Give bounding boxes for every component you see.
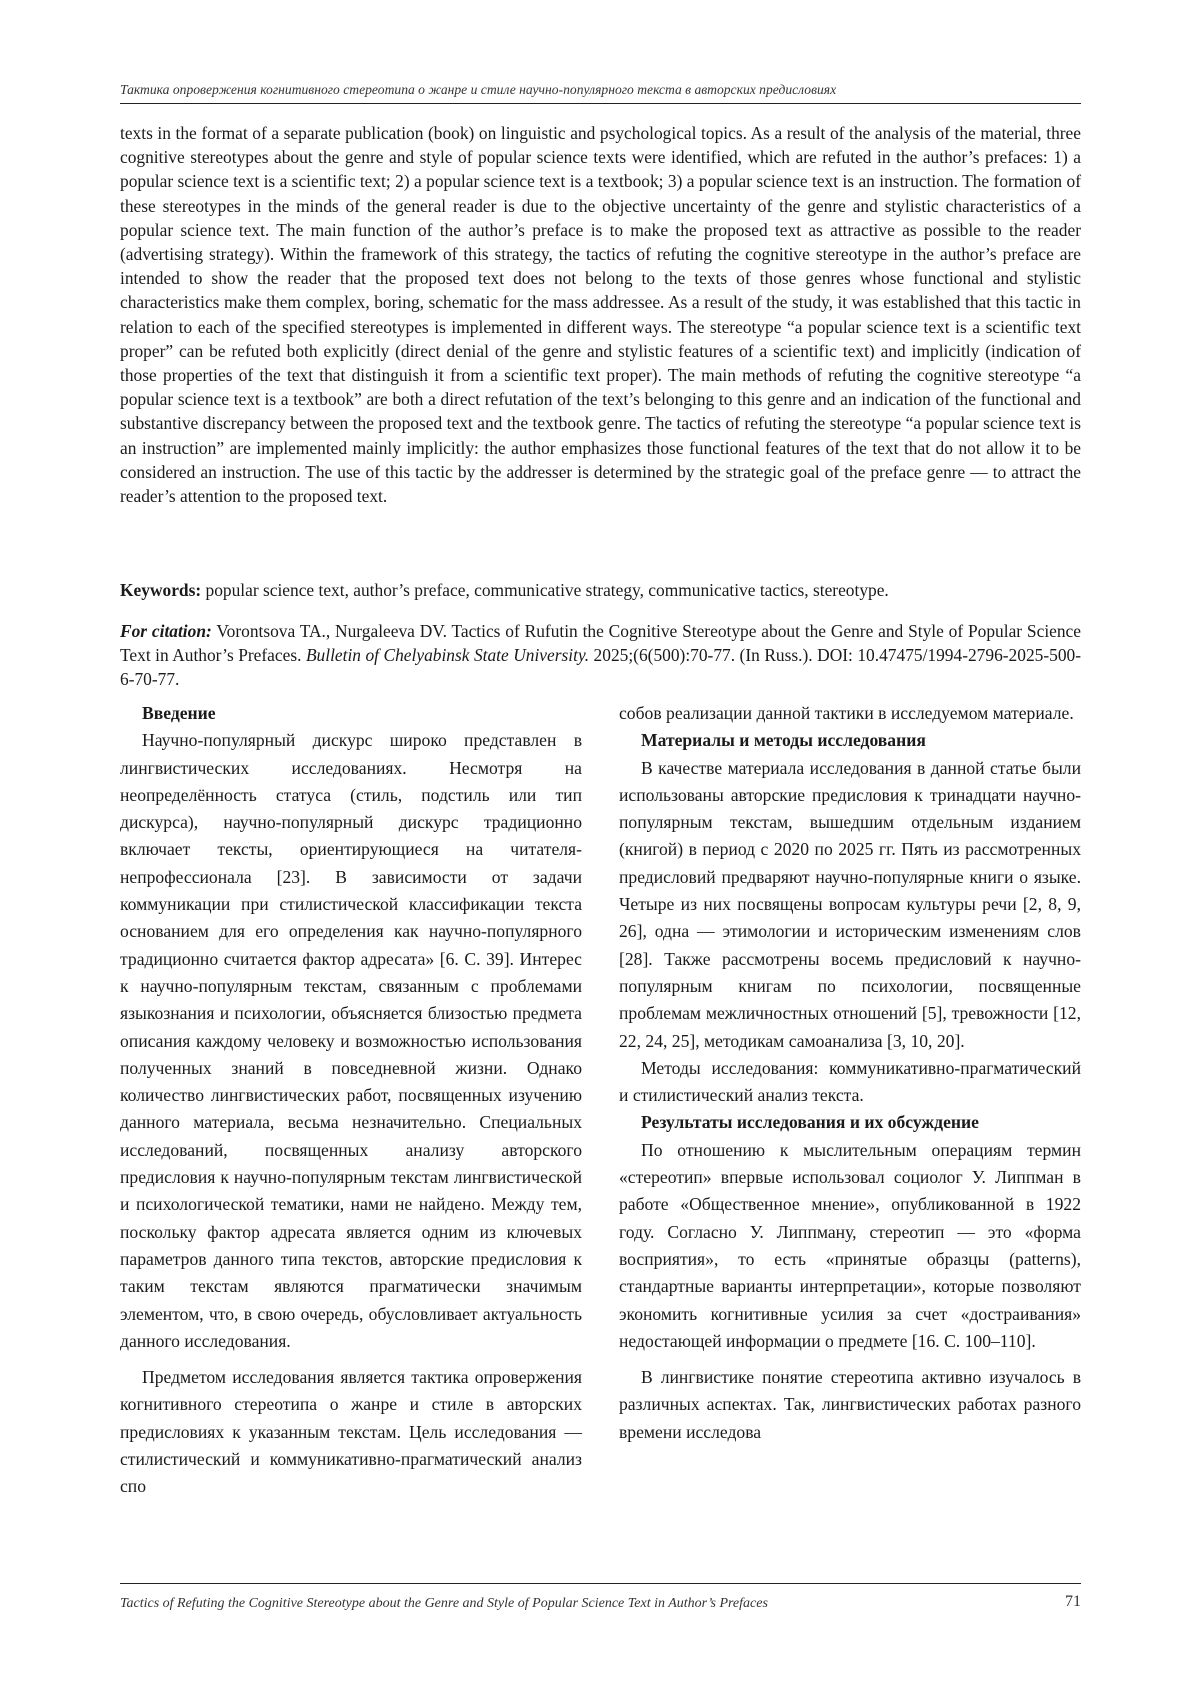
citation-label: For citation:	[120, 621, 212, 641]
intro-paragraph-1: Научно-популярный дискурс широко представлен в лингвистических исследованиях. Несмотря на неопределённость статуса (стиль, подстиль или тип дискурса), научно-популярный дискурс традиционно включает тексты, ориентирующиеся на читателя-непрофессионала [23]. В зависимости от задачи коммуникации при стилистической классификации текста основанием для его определения как научно-популярного традиционно считается фактор адресата» [6. С. 39]. Интерес к научно-популярным текстам, связанным с проблемами языкознания и психологии, объясняется близостью предмета описания каждому человеку и возможностью использования полученных знаний в повседневной жизни. Однако количество лингвистических работ, посвященных изучению данного материала, весьма незначительно. Специальных исследований, посвященных анализу авторского предисловия к научно-популярным текстам лингвистической и психологической тематики, нами не найдено. Между тем, поскольку фактор адресата является одним из ключевых параметров данного типа текстов, авторские предисловия к таким текстам являются прагматически значимым элементом, что, в свою очередь, обусловливает актуальность данного исследования.	[120, 730, 582, 1351]
right-column	[619, 700, 1081, 1446]
methods-paragraph-1: В качестве материала исследования в данной статье были использованы авторские предисловия к тринадцати научно-популярным текстам, вышедшим отдельным изданием (книгой) в период с 2020 по 2025 гг. Пять из рассмотренных предисловий предваряют научно-популярные книги о языке. Четыре из них посвящены вопросам культуры речи [2, 8, 9, 26], одна — этимологии и историческим изменениям слов [28]. Также рассмотрены восемь предисловий к научно-популярным книгам по психологии, посвященные проблемам межличностных отношений [5], тревожности [12, 22, 24, 25], методикам самоанализа [3, 10, 20].	[619, 757, 1081, 1051]
continuation-paragraph: собов реализации данной тактики в исследуемом материале.	[619, 703, 1074, 723]
keywords-text: popular science text, author’s preface, communicative strategy, communicative tactics, stereotype.	[201, 580, 889, 600]
page-number: 71	[1065, 1593, 1081, 1610]
citation-text-after: 2025;(6(500):70-77. (In Russ.). DOI: 10.47475/1994-2796-2025-500-6-70-77.	[120, 645, 1082, 690]
citation-text-before: Vorontsova TA., Nurgaleeva DV. Tactics of Rufutin the Cognitive Stereotype about the Genre and Style of Popular Science Text in Author’s Prefaces.	[120, 621, 1081, 666]
abstract-text: texts in the format of a separate publication (book) on linguistic and psychological topics. As a result of the analysis of the material, three cognitive stereotypes about the genre and style of popular science texts were identified, which are refuted in the author’s prefaces: 1) a popular science text is a scientific text; 2) a popular science text is a textbook; 3) a popular science text is an instruction. The formation of these stereotypes in the minds of the general reader is due to the objective uncertainty of the genre and stylistic characteristics of a popular science text. The main function of the author’s preface is to make the proposed text as attractive as possible to the reader (advertising strategy). Within the framework of this strategy, the tactics of refuting the cognitive stereotype in the author’s preface are intended to show the reader that the proposed text does not belong to the texts of those genres whose functional and stylistic characteristics make them complex, boring, schematic for the mass addressee. As a result of the study, it was established that this tactic in relation to each of the specified stereotypes is implemented in different ways. The stereotype “a popular science text is a scientific text proper” can be refuted both explicitly (direct denial of the genre and stylistic features of a scientific text) and implicitly (indication of those properties of the text that distinguish it from a scientific text proper). The main methods of refuting the cognitive stereotype “a popular science text is a textbook” are both a direct refutation of the text’s belonging to this genre and an indication of the functional and substantive discrepancy between the proposed text and the textbook genre. The tactics of refuting the stereotype “a popular science text is an instruction” are implemented mainly implicitly: the author emphasizes those functional features of the text that do not allow it to be considered an instruction. The use of this tactic by the addresser is determined by the strategic goal of the preface genre — to attract the reader’s attention to the proposed text.	[120, 123, 1081, 507]
results-paragraph-2: В лингвистике понятие стереотипа активно изучалось в различных аспектах. Так, лингвистических работах разного времени исследова	[619, 1367, 1081, 1442]
keywords-label: Keywords:	[120, 580, 202, 600]
header-rule	[120, 103, 1081, 104]
section-heading-results: Результаты исследования и их обсуждение	[641, 1112, 979, 1133]
section-heading-methods: Материалы и методы исследования	[641, 730, 926, 751]
results-paragraph-1: По отношению к мыслительным операциям термин «стереотип» впервые использовал социолог У. Липпман в работе «Общественное мнение», опубликованной в 1922 году. Согласно У. Липпману, стереотип — это «форма восприятия», то есть «принятые образцы (patterns), стандартные варианты интерпретации», которые позволяют экономить когнитивные усилия за счет «достраивания» недостающей информации о предмете [16. С. 100–110].	[619, 1139, 1081, 1351]
running-footer: Tactics of Refuting the Cognitive Stereotype about the Genre and Style of Popular Science Text in Author’s Prefaces	[120, 1596, 768, 1611]
intro-paragraph-2: Предметом исследования является тактика опровержения когнитивного стереотипа о жанре и стиле в авторских предисловиях к указанным текстам. Цель исследования — стилистический и коммуникативно-прагматический анализ спо	[120, 1367, 582, 1497]
section-heading-intro: Введение	[142, 703, 216, 723]
keywords	[120, 578, 1081, 602]
running-header: Тактика опровержения когнитивного стереотипа о жанре и стиле научно-популярного текста в авторских предисловиях	[120, 82, 837, 97]
left-column	[120, 700, 582, 1501]
footer-rule	[120, 1583, 1081, 1584]
methods-paragraph-2: Методы исследования: коммуникативно-прагматический и стилистический анализ текста.	[619, 1057, 1081, 1106]
citation-journal: Bulletin of Chelyabinsk State University.	[305, 645, 590, 666]
citation	[120, 619, 1081, 692]
